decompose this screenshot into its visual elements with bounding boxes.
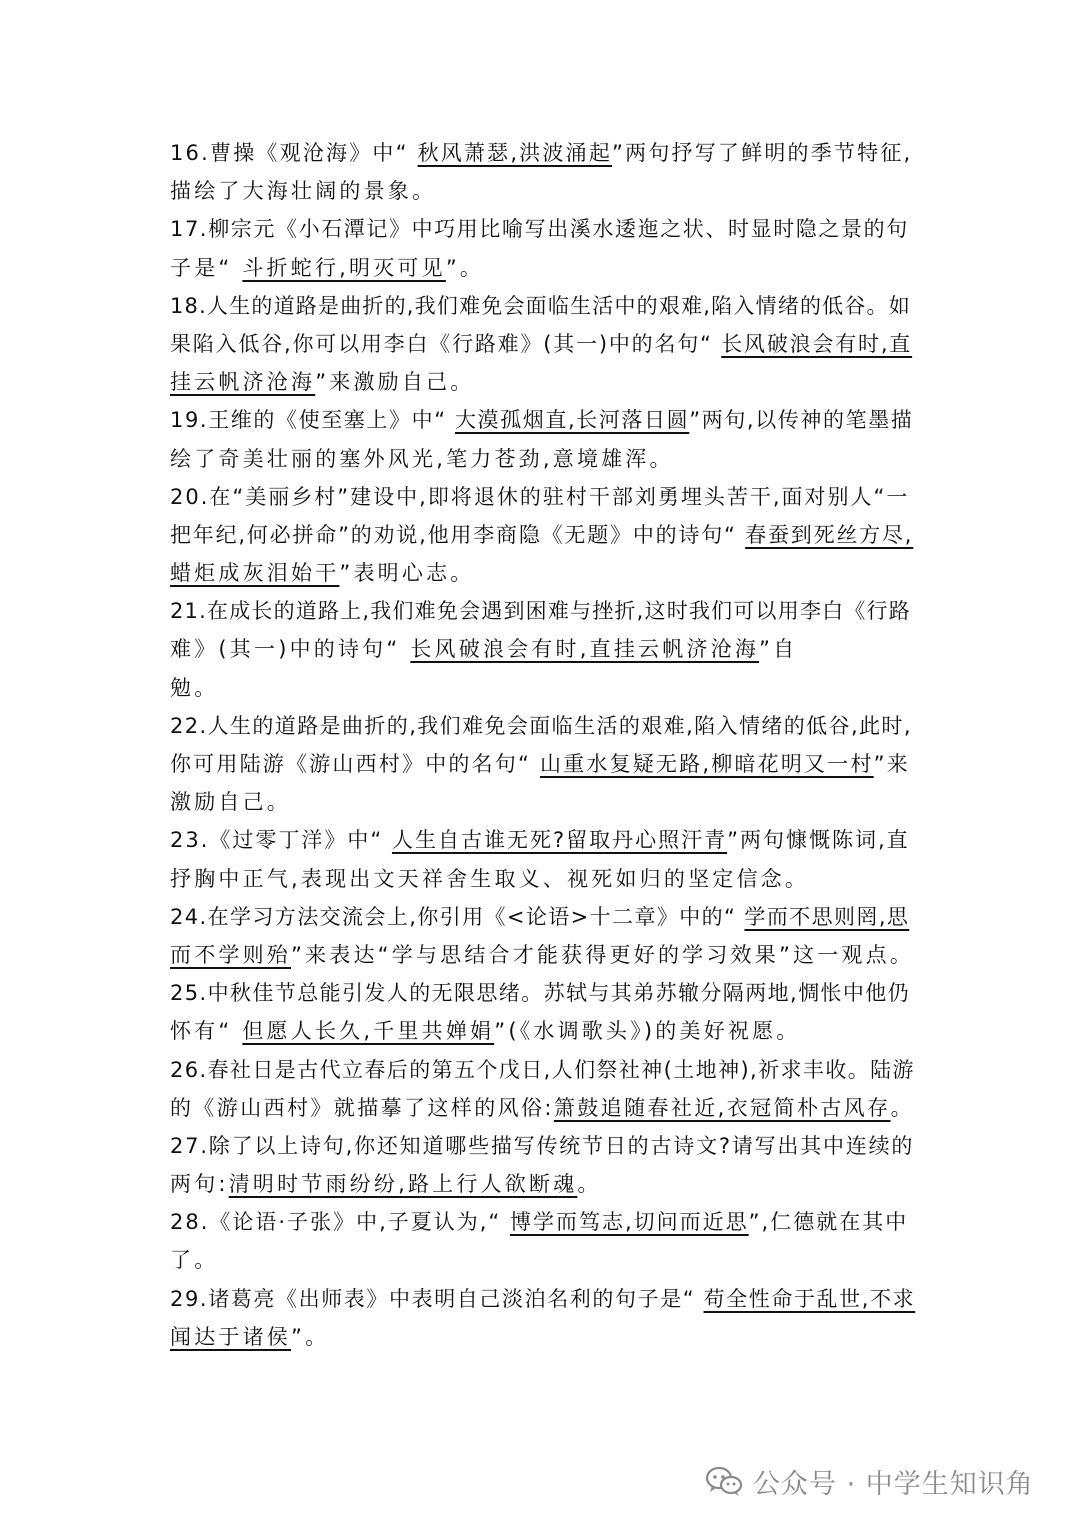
answer-underlined: 挂云帆济沧海: [170, 370, 316, 395]
text-line: [170, 1280, 915, 1318]
text-line: [170, 1127, 915, 1165]
text-segment: 绘了奇美壮丽的塞外风光,笔力苍劲,意境雄浑。: [170, 446, 674, 471]
text-line: [170, 440, 915, 478]
text-segment: ”自: [759, 637, 798, 662]
answer-underlined: 长风破浪会有时,直: [721, 331, 913, 356]
text-line: [170, 1203, 915, 1241]
text-line: [170, 249, 915, 287]
text-segment: 怀有“: [170, 1019, 243, 1044]
text-segment: ”两句抒写了鲜明的季节特征,: [612, 141, 913, 165]
text-line: [170, 401, 915, 439]
wechat-icon: [705, 1465, 743, 1497]
text-segment: 29.诸葛亮《出师表》中表明自己淡泊名利的句子是“: [170, 1286, 704, 1311]
text-segment: 19.王维的《使至塞上》中“: [170, 408, 455, 433]
text-line: [170, 898, 915, 936]
text-segment: ”。: [291, 1324, 330, 1349]
text-segment: 描绘了大海壮阔的景象。: [170, 179, 437, 204]
answer-underlined: 箫鼓追随春社近,衣冠简朴古风存: [553, 1095, 891, 1120]
text-line: [170, 821, 915, 859]
answer-underlined: 博学而笃志,切问而近思: [509, 1210, 749, 1235]
answer-underlined: 大漠孤烟直,长河落日圆: [454, 408, 690, 433]
text-line: [170, 210, 915, 248]
text-line: [170, 1012, 915, 1050]
text-line: [170, 172, 915, 210]
text-segment: 27.除了以上诗句,你还知道哪些描写传统节日的古诗文?请写出其中连续的: [170, 1133, 915, 1158]
text-segment: 子是“: [170, 255, 243, 280]
text-line: [170, 363, 915, 401]
text-segment: 24.在学习方法交流会上,你引用《<论语>十二章》中的“: [170, 904, 745, 929]
text-line: [170, 860, 915, 898]
text-segment: ”。: [445, 255, 485, 280]
answer-underlined: 斗折蛇行,明灭可见: [242, 255, 446, 280]
text-line: [170, 936, 915, 974]
text-line: [170, 287, 915, 325]
text-segment: 26.春社日是古代立春后的第五个戊日,人们祭社神(土地神),祈求丰收。陆游: [170, 1057, 915, 1082]
answer-underlined: 人生自古谁无死?留取丹心照汗青: [391, 828, 728, 853]
text-segment: 的《游山西村》就描摹了这样的风俗:: [170, 1095, 554, 1120]
text-segment: 果陷入低谷,你可以用李白《行路难》(其一)中的名句“: [170, 331, 722, 356]
text-segment: 把年纪,何必拼命”的劝说,他用李商隐《无题》中的诗句“: [170, 522, 746, 547]
watermark-text: 公众号 · 中学生知识角: [753, 1468, 1034, 1500]
text-segment: 18.人生的道路是曲折的,我们难免会面临生活中的艰难,陷入情绪的低谷。如: [170, 293, 911, 318]
text-line: [170, 325, 915, 363]
text-line: [170, 478, 915, 516]
text-segment: 16.曹操《观沧海》中“: [170, 141, 418, 165]
text-line: [170, 554, 915, 592]
text-segment: 难》(其一)中的诗句“: [170, 637, 411, 662]
text-segment: 两句:: [170, 1172, 229, 1197]
text-line: [170, 1089, 915, 1127]
text-line: [170, 974, 915, 1012]
text-segment: ”两句慷慨陈词,直: [727, 828, 910, 853]
answer-underlined: 但愿人长久,千里共婵娟: [242, 1019, 495, 1044]
text-segment: 。: [890, 1095, 914, 1120]
text-line: [170, 1318, 915, 1356]
text-segment: 21.在成长的道路上,我们难免会遇到困难与挫折,这时我们可以用李白《行路: [170, 599, 911, 624]
text-line: [170, 745, 915, 783]
text-segment: 激励自己。: [170, 790, 291, 815]
text-line: [170, 630, 915, 668]
text-segment: ”表明心志。: [339, 561, 475, 586]
text-segment: 抒胸中正气,表现出文天祥舍生取义、视死如归的坚定信念。: [170, 866, 810, 891]
text-segment: 20.在“美丽乡村”建设中,即将退休的驻村干部刘勇埋头苦干,面对别人“一: [170, 484, 910, 509]
answer-underlined: 闻达于诸侯: [170, 1324, 291, 1349]
answer-underlined: 秋风萧瑟,洪波涌起: [417, 141, 613, 165]
text-line: [170, 1165, 915, 1203]
text-line: [170, 1241, 915, 1279]
text-segment: ”来表达“学与思结合才能获得更好的学习效果”这一观点。: [291, 942, 915, 967]
text-segment: 25.中秋佳节总能引发人的无限思绪。苏轼与其弟苏辙分隔两地,惆怅中他仍: [170, 981, 911, 1006]
text-line: [170, 1051, 915, 1089]
text-segment: 。: [577, 1172, 602, 1197]
text-segment: 28.《论语·子张》中,子夏认为,“: [170, 1210, 510, 1235]
text-segment: 你可用陆游《游山西村》中的名句“: [170, 752, 540, 776]
answer-underlined: 清明时节雨纷纷,路上行人欲断魂: [228, 1172, 578, 1197]
answer-underlined: 长风破浪会有时,直挂云帆济沧海: [410, 637, 760, 662]
text-segment: ”来: [873, 752, 910, 776]
answer-underlined: 苟全性命于乱世,不求: [703, 1286, 916, 1311]
text-line: [170, 783, 915, 821]
text-line: [170, 516, 915, 554]
text-segment: ”,仁德就在其中: [748, 1210, 909, 1235]
text-segment: ”来激励自己。: [315, 370, 475, 395]
answer-underlined: 而不学则殆: [170, 942, 291, 967]
text-line: [170, 592, 915, 630]
text-line: [170, 669, 915, 707]
text-line: [170, 134, 915, 172]
watermark: [705, 1456, 1034, 1506]
text-segment: 17.柳宗元《小石潭记》中巧用比喻写出溪水逶迤之状、时显时隐之景的句: [170, 217, 909, 242]
text-segment: ”(《水调歌头》)的美好祝愿。: [494, 1019, 801, 1044]
text-segment: ”两句,以传神的笔墨描: [689, 408, 914, 433]
text-segment: 23.《过零丁洋》中“: [170, 828, 392, 853]
text-segment: 勉。: [170, 675, 219, 700]
document-page: [170, 134, 915, 1356]
text-line: [170, 707, 915, 745]
answer-underlined: 学而不思则罔,思: [744, 904, 910, 929]
answer-underlined: 山重水复疑无路,柳暗花明又一村: [539, 752, 874, 776]
answer-underlined: 春蚕到死丝方尽,: [745, 522, 914, 547]
text-segment: 22.人生的道路是曲折的,我们难免会面临生活的艰难,陷入情绪的低谷,此时,: [170, 713, 912, 738]
text-segment: 了。: [170, 1248, 219, 1273]
answer-underlined: 蜡炬成灰泪始干: [170, 561, 340, 586]
